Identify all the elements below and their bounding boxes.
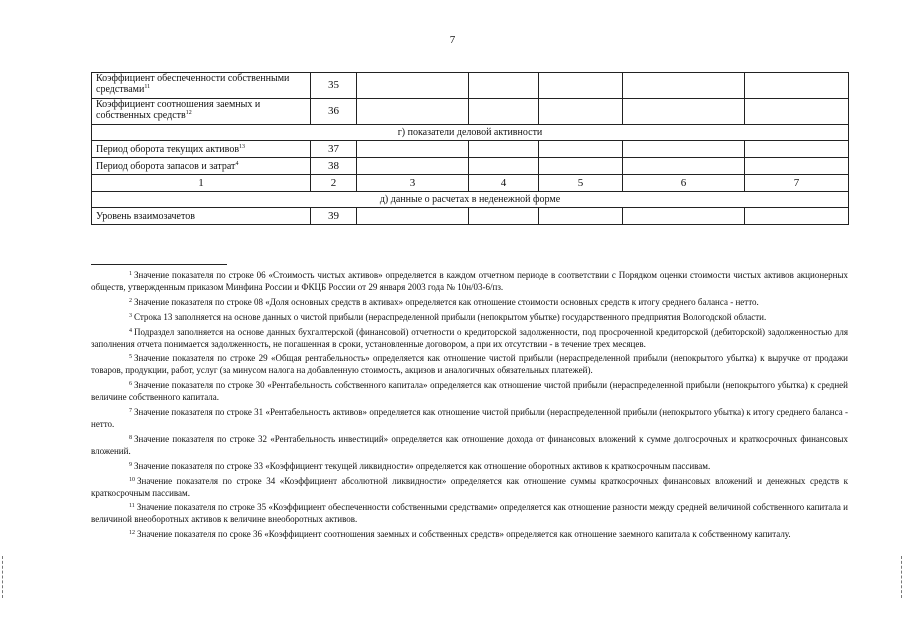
footnote-ref: 4 <box>235 160 239 167</box>
footnote-mark: 9 <box>129 461 132 468</box>
right-margin-mark <box>901 556 902 598</box>
row-code-cell: 35 <box>311 73 357 99</box>
footnote-text: Значение показателя по строке 31 «Рентабельность активов» определяется как отношение чистой прибыли (нераспределенной прибыли (непокрытого убытка) к итогу среднего баланса - нетто. <box>91 407 848 429</box>
value-cell[interactable] <box>357 73 469 99</box>
table-row <box>92 208 849 225</box>
value-cell[interactable] <box>623 73 745 99</box>
column-number-cell: 7 <box>745 175 849 192</box>
indicator-name-cell <box>92 141 311 158</box>
column-number-cell: 6 <box>623 175 745 192</box>
table-row <box>92 99 849 125</box>
footnote <box>91 270 848 294</box>
value-cell[interactable] <box>469 141 539 158</box>
column-number-cell: 2 <box>311 175 357 192</box>
indicator-name-cell <box>92 208 311 225</box>
value-cell[interactable] <box>539 208 623 225</box>
footnote-mark: 11 <box>129 503 135 510</box>
indicator-name: Уровень взаимозачетов <box>96 210 195 222</box>
row-code-cell: 36 <box>311 99 357 125</box>
indicators-table <box>91 72 849 225</box>
value-cell[interactable] <box>357 208 469 225</box>
footnote <box>91 312 848 324</box>
indicator-name-cell <box>92 73 311 99</box>
footnote <box>91 461 848 473</box>
footnote-mark: 1 <box>129 271 132 277</box>
footnote <box>91 502 848 526</box>
section-title: г) показатели деловой активности <box>92 125 849 141</box>
indicator-name: Период оборота текущих активов <box>96 143 240 155</box>
value-cell[interactable] <box>469 158 539 175</box>
footnote-text: Значение показателя по строке 29 «Общая рентабельность» определяется как отношение чистой прибыли (нераспределенной прибыли (непокрытого убытка) к выручке от продажи товаров, продукции, работ, услуг (за минусом налога на добавленную стоимость, акцизов и аналогичных обязательных платежей). <box>91 353 848 376</box>
column-number-cell: 1 <box>92 175 311 192</box>
footnote <box>91 327 848 351</box>
table-row <box>92 158 849 175</box>
value-cell[interactable] <box>357 141 469 158</box>
footnote <box>91 434 848 458</box>
value-cell[interactable] <box>623 141 745 158</box>
table-row <box>92 125 849 141</box>
footnote-text: Значение показателя по строке 08 «Доля основных средств в активах» определяется как отношение стоимости основных средств к итогу среднего баланса - нетто. <box>134 296 759 307</box>
footnote <box>91 529 848 541</box>
footnotes <box>91 270 848 544</box>
footnote-mark: 8 <box>129 434 132 441</box>
table-row <box>92 175 849 192</box>
indicator-name: Коэффициент обеспеченности собственными средствами <box>96 73 290 95</box>
column-number-cell: 5 <box>539 175 623 192</box>
footnote-text: Значение показателя по строке 32 «Рентабельность инвестиций» определяется как отношение дохода от финансовых вложений к сумме долгосрочных и краткосрочных финансовых вложений. <box>91 433 848 456</box>
value-cell[interactable] <box>623 158 745 175</box>
value-cell[interactable] <box>357 99 469 125</box>
section-title: д) данные о расчетах в неденежной форме <box>92 192 849 208</box>
page-number: 7 <box>449 34 456 46</box>
value-cell[interactable] <box>469 208 539 225</box>
value-cell[interactable] <box>469 73 539 99</box>
column-number-cell: 3 <box>357 175 469 192</box>
value-cell[interactable] <box>623 99 745 125</box>
footnote-mark: 2 <box>129 297 132 304</box>
footnote <box>91 380 848 404</box>
footnote-text: Значение показателя по сроке 36 «Коэффициент соотношения заемных и собственных средств» определяется как отношение заемного капитала к собственному капиталу. <box>137 529 791 540</box>
value-cell[interactable] <box>539 73 623 99</box>
footnote-mark: 4 <box>129 327 132 334</box>
footnote <box>91 297 848 309</box>
value-cell[interactable] <box>623 208 745 225</box>
indicator-name-cell <box>92 99 311 125</box>
value-cell[interactable] <box>745 73 849 99</box>
footnote-text: Строка 13 заполняется на основе данных о чистой прибыли (нераспределенной прибыли (непокрытом убытке) государственного предприятия Вологодской области. <box>134 311 767 322</box>
footnote-text: Подраздел заполняется на основе данных бухгалтерской (финансовой) отчетности о кредиторской задолженности, под просроченной кредиторской (дебиторской) задолженностью для заполнения отчета понимается задолженность, не погашенная в сроки, установленные договором, а при их отсутствии - в течение трех месяцев. <box>91 326 848 349</box>
footnote-text: Значение показателя по строке 33 «Коэффициент текущей ликвидности» определяется как отношение оборотных активов к краткосрочным пассивам. <box>134 460 711 471</box>
value-cell[interactable] <box>745 99 849 125</box>
table-row <box>92 73 849 99</box>
value-cell[interactable] <box>357 158 469 175</box>
left-margin-mark <box>2 556 3 598</box>
row-code-cell: 37 <box>311 141 357 158</box>
footnote-text: Значение показателя по строке 34 «Коэффициент абсолютной ликвидности» определяется как отношение суммы краткосрочных финансовых вложений и денежных средств к краткосрочным пассивам. <box>91 475 848 498</box>
footnote-mark: 12 <box>129 530 135 537</box>
row-code-cell: 38 <box>311 158 357 175</box>
footnote-ref: 11 <box>144 84 151 90</box>
footnote <box>91 353 848 377</box>
value-cell[interactable] <box>745 208 849 225</box>
footnote-mark: 6 <box>129 381 132 388</box>
indicator-name: Период оборота запасов и затрат <box>96 160 236 172</box>
table-row <box>92 192 849 208</box>
value-cell[interactable] <box>539 141 623 158</box>
table-row <box>92 141 849 158</box>
footnote-separator <box>91 264 227 265</box>
footnote-mark: 3 <box>129 312 132 319</box>
footnote-mark: 7 <box>129 408 132 415</box>
footnote-text: Значение показателя по строке 06 «Стоимость чистых активов» определяется в каждом отчетном периоде в соответствии с Порядком оценки стоимости чистых активов акционерных обществ, утвержденным приказом Минфина России и ФКЦБ России от 29 января 2003 года № 10н/03-6/пз. <box>91 270 848 292</box>
value-cell[interactable] <box>539 99 623 125</box>
indicator-name: Коэффициент соотношения заемных и собственных средств <box>96 99 261 121</box>
footnote-ref: 12 <box>185 110 192 116</box>
footnote-text: Значение показателя по строке 35 «Коэффициент обеспеченности собственными средствами» определяется как отношение разности между средней величиной собственного капитала и величиной внеоборотных активов к величине внеоборотных активов. <box>91 502 848 525</box>
footnote-mark: 10 <box>129 476 135 483</box>
column-number-cell: 4 <box>469 175 539 192</box>
footnote-mark: 5 <box>129 354 132 361</box>
footnote <box>91 407 848 431</box>
row-code-cell: 39 <box>311 208 357 225</box>
value-cell[interactable] <box>469 99 539 125</box>
indicator-name-cell <box>92 158 311 175</box>
value-cell[interactable] <box>745 141 849 158</box>
footnote <box>91 476 848 500</box>
value-cell[interactable] <box>745 158 849 175</box>
footnote-text: Значение показателя по строке 30 «Рентабельность собственного капитала» определяется как отношение чистой прибыли (нераспределенной прибыли (непокрытого убытка) к средней величине собственного капитала. <box>91 380 848 403</box>
value-cell[interactable] <box>539 158 623 175</box>
footnote-ref: 13 <box>239 143 246 150</box>
